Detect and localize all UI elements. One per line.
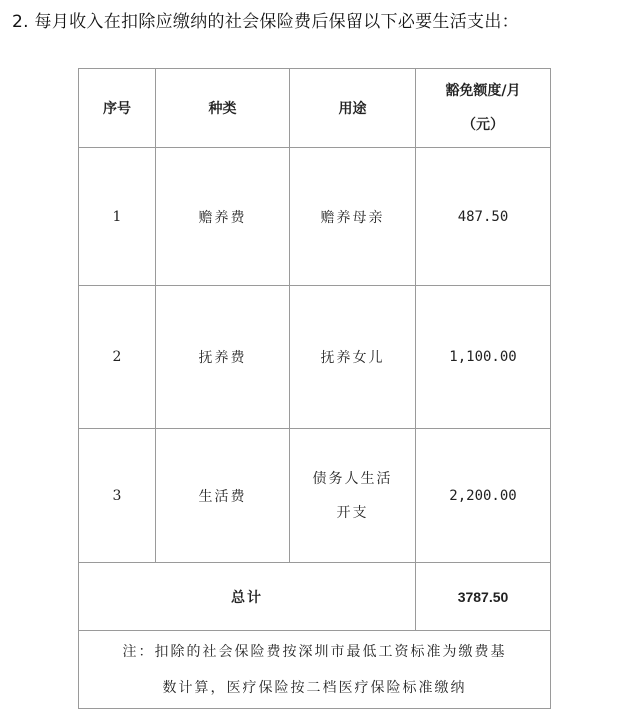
cell-purpose: 赡养母亲	[290, 148, 416, 286]
header-index: 序号	[79, 69, 156, 148]
cell-category: 赡养费	[156, 148, 290, 286]
cell-index: 2	[79, 286, 156, 429]
section-heading: 2. 每月收入在扣除应缴纳的社会保险费后保留以下必要生活支出：	[12, 12, 519, 32]
header-purpose: 用途	[290, 69, 416, 148]
header-amount	[416, 69, 551, 148]
cell-index: 3	[79, 429, 156, 563]
note-row	[79, 631, 551, 709]
cell-index: 1	[79, 148, 156, 286]
table-header-row	[79, 69, 551, 148]
total-row	[79, 563, 551, 631]
note-line1: 注：扣除的社会保险费按深圳市最低工资标准为缴费基	[122, 643, 507, 660]
header-category: 种类	[156, 69, 290, 148]
cell-purpose	[290, 429, 416, 563]
exemption-table	[78, 68, 551, 709]
cell-purpose-line1: 债务人生活	[312, 470, 393, 487]
cell-amount: 487.50	[416, 148, 551, 286]
cell-category: 抚养费	[156, 286, 290, 429]
cell-category: 生活费	[156, 429, 290, 563]
table-row	[79, 286, 551, 429]
cell-purpose: 抚养女儿	[290, 286, 416, 429]
cell-amount: 2,200.00	[416, 429, 551, 563]
total-label: 总计	[79, 563, 416, 631]
note-line2: 数计算，医疗保险按二档医疗保险标准缴纳	[162, 679, 467, 696]
total-value: 3787.50	[416, 563, 551, 631]
header-amount-line2: （元）	[462, 117, 504, 133]
cell-amount: 1,100.00	[416, 286, 551, 429]
cell-purpose-line2: 开支	[336, 504, 369, 521]
header-amount-line1: 豁免额度/月	[445, 83, 521, 99]
table-row	[79, 148, 551, 286]
table-row	[79, 429, 551, 563]
note-cell	[79, 631, 551, 709]
